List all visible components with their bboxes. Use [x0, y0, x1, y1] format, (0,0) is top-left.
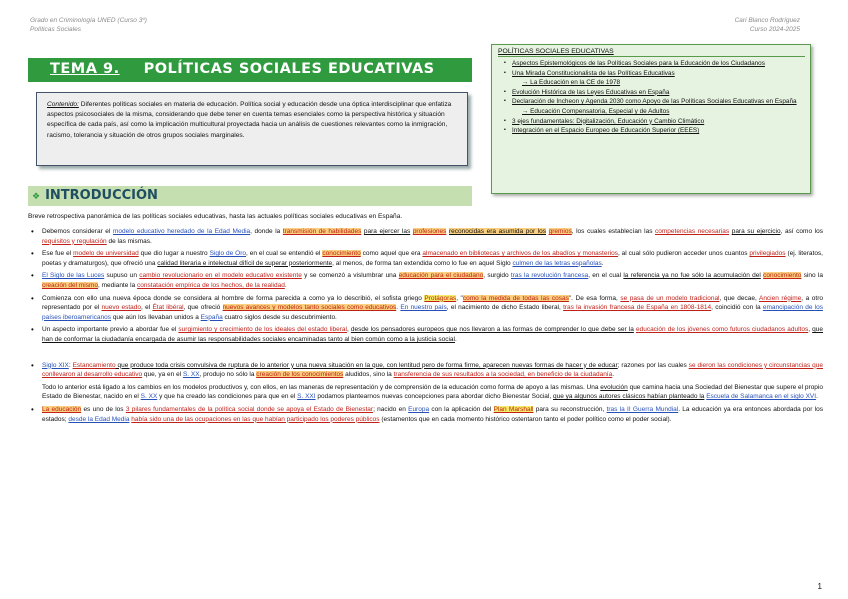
bullet-paragraph: • El Siglo de las Luces supuso un cambio revolucionario en el modelo educativo existente y se comenzó a vislumbrar una educación para el ciudadano, surgido tras la revolución francesa, en el cual la referencia ya no fue sólo la acumulación del conocimiento sino la creación del mismo, mediante la constatación empírica de los hechos, de la realidad. [42, 271, 823, 290]
bullet-paragraph: • La educación es uno de los 3 pilares fundamentales de la política social donde se apoya el Estado de Bienestar; nacido en Europa con la aplicación del Plan Marshall para su reconstrucción, tras la II Guerra Mundial. La educación ya era entonces abordada por los estados; desde la Edad Media había sido una de las ocupaciones en las que habían participado los poderes públicos (estamentos que en cada momento histórico ostentaron tanto el poder político como el poder social). [42, 405, 823, 424]
bullet-paragraph: • Siglo XIX: Estancamiento que produce toda crisis convulsiva de ruptura de lo anterior y una nueva situación en la que, con lentitud pero de forma firme, aparecen nuevas formas de hacer y de educar; razones por las cuales se dieron las condiciones y circunstancias que conllevaron al desarrollo educativo que, ya en el S. XX, produjo no sólo la creación de los conocimientos aludidos, sino la transferencia de sus resultados a la sociedad, en beneficio de la ciudadanía. [42, 361, 823, 380]
toc-title: POLÍTICAS SOCIALES EDUCATIVAS [498, 48, 805, 57]
toc-item: ▪ Evolución Histórica de las Leyes Educativas en España [512, 88, 804, 98]
bullet-paragraph: • Un aspecto importante previo a abordar fue el surgimiento y crecimiento de los ideales del estado liberal, desde los pensadores europeos que nos llevaron a las formas de comprender lo que debe ser la educación de los jóvenes como futuros ciudadanos adultos, que han de conformar la ciudadanía encargada de asumir las responsabilidades sociales encaminadas tanto al bien común como a la justicia social. [42, 325, 823, 344]
intro-heading: ❖ INTRODUCCIÓN [32, 188, 158, 203]
subject-name: Políticas Sociales [30, 26, 81, 33]
toc-subitem: → La Educación en la CE de 1978 [522, 79, 621, 87]
bullet-list [28, 227, 823, 380]
toc-item: ▪ 3 ejes fundamentales: Digitalización, Educación y Cambio Climático [512, 117, 804, 127]
toc-item: ▪ Una Mirada Constitucionalista de las Políticas Educativas [512, 69, 804, 79]
course-year: Curso 2024-2025 [749, 26, 800, 33]
header-right [735, 16, 800, 34]
toc-box [491, 44, 811, 194]
page-number: 1 [817, 582, 822, 591]
toc-item: ▪ Aspectos Epistemológicos de las Políticas Sociales para la Educación de los Ciudadanos [512, 59, 804, 69]
bullet-paragraph: • Comienza con ello una nueva época donde se considera al hombre de forma parecida a como ya lo describió, el sofista griego Protágoras, "como la medida de todas las cosas". De esa forma, se pasa de un modelo tradicional, que decae, Ancien régime, a otro representado por el nuevo estado, el État libéral, que ofreció nuevos avances y modelos tanto sociales como educativos. En nuestro país, el nacimiento de dicho Estado liberal, tras la invasión francesa de España en 1808-1814, coincidió con la emancipación de los países iberoamericanos que aún los llevaban unidos a España cuatro siglos desde su descubrimiento. [42, 294, 823, 323]
course-name: Grado en Criminología UNED (Curso 3º) [30, 17, 147, 24]
bullet-paragraph: • Ese fue el modelo de universidad que dio lugar a nuestro Siglo de Oro, en el cual se entendió el conocimiento como aquel que era almacenado en bibliotecas y archivos de los abadíos y monasterios, al cual sólo pudieron acceder unos cuantos privilegiados (ej. literatos, poetas y dramaturgos), que ofreció una calidad literaria e intelectual difícil de superar posteriormente, al menos, de forma tan extendida como lo fue en aquel Siglo culmen de las letras españolas. [42, 249, 823, 268]
page-title [50, 61, 435, 77]
toc-item: ▪ Integración en el Espacio Europeo de Educación Superior (EEES) [512, 126, 804, 136]
bullet-list-2 [28, 405, 823, 424]
tema-number: TEMA 9. [50, 61, 120, 77]
toc-list [492, 59, 810, 136]
author-name: Cari Blanco Rodríguez [734, 17, 800, 24]
bullet-paragraph: • Debemos considerar el modelo educativo heredado de la Edad Media, donde la transmisión de habilidades para ejercer las profesiones reconocidas era asumida por los gremios, los cuales establecían las competencias necesarias para su ejercicio, así como los requisitos y regulación de las mismas. [42, 227, 823, 246]
diamond-icon: ❖ [32, 192, 41, 202]
contenido-label: Contenido: [47, 101, 79, 108]
contenido-text: Diferentes políticas sociales en materia de educación. Política social y educación desde una óptica interdisciplinar que enfatiza aspectos psicosociales de la misma, considerando que debe tener en cuenta temas esenciales como la perspectiva histórica y situación específica de cada país, así como la implicación multicultural proyectada hacia un análisis de cuestiones relevantes como la inmigración, racismo, tolerancia y situación de otros grupos sociales marginales. [47, 101, 452, 139]
tema-title: POLÍTICAS SOCIALES EDUCATIVAS [143, 61, 435, 77]
intro-lead: Breve retrospectiva panorámica de las políticas sociales educativas, hasta las actuales políticas sociales educativas en España. [28, 213, 403, 220]
contenido-paragraph [47, 100, 457, 141]
header-left [30, 16, 147, 34]
continuation-paragraph: Todo lo anterior está ligado a los cambios en los modelos productivos y, con ellos, en las maneras de representación y de comprensión de la educación como forma de apoyo a las mismas. Una evolución que camina hacia una Sociedad del Bienestar que supere el propio Estado de Bienestar, nacido en el S. XX y que ha creado las condiciones para que en el S. XXI podamos plantearnos nuevas concepciones para abordar dicho Bienestar Social, que ya algunos autores clásicos habían planteado la Escuela de Salamanca en el siglo XVI. [42, 383, 823, 401]
body-content [28, 227, 823, 427]
toc-subitem: → Educación Compensatoria, Especial y de Adultos [522, 107, 670, 115]
toc-item: ▪ Declaración de Incheon y Agenda 2030 como Apoyo de las Políticas Sociales Educativas en España [512, 97, 804, 107]
contenido-box [36, 92, 468, 166]
